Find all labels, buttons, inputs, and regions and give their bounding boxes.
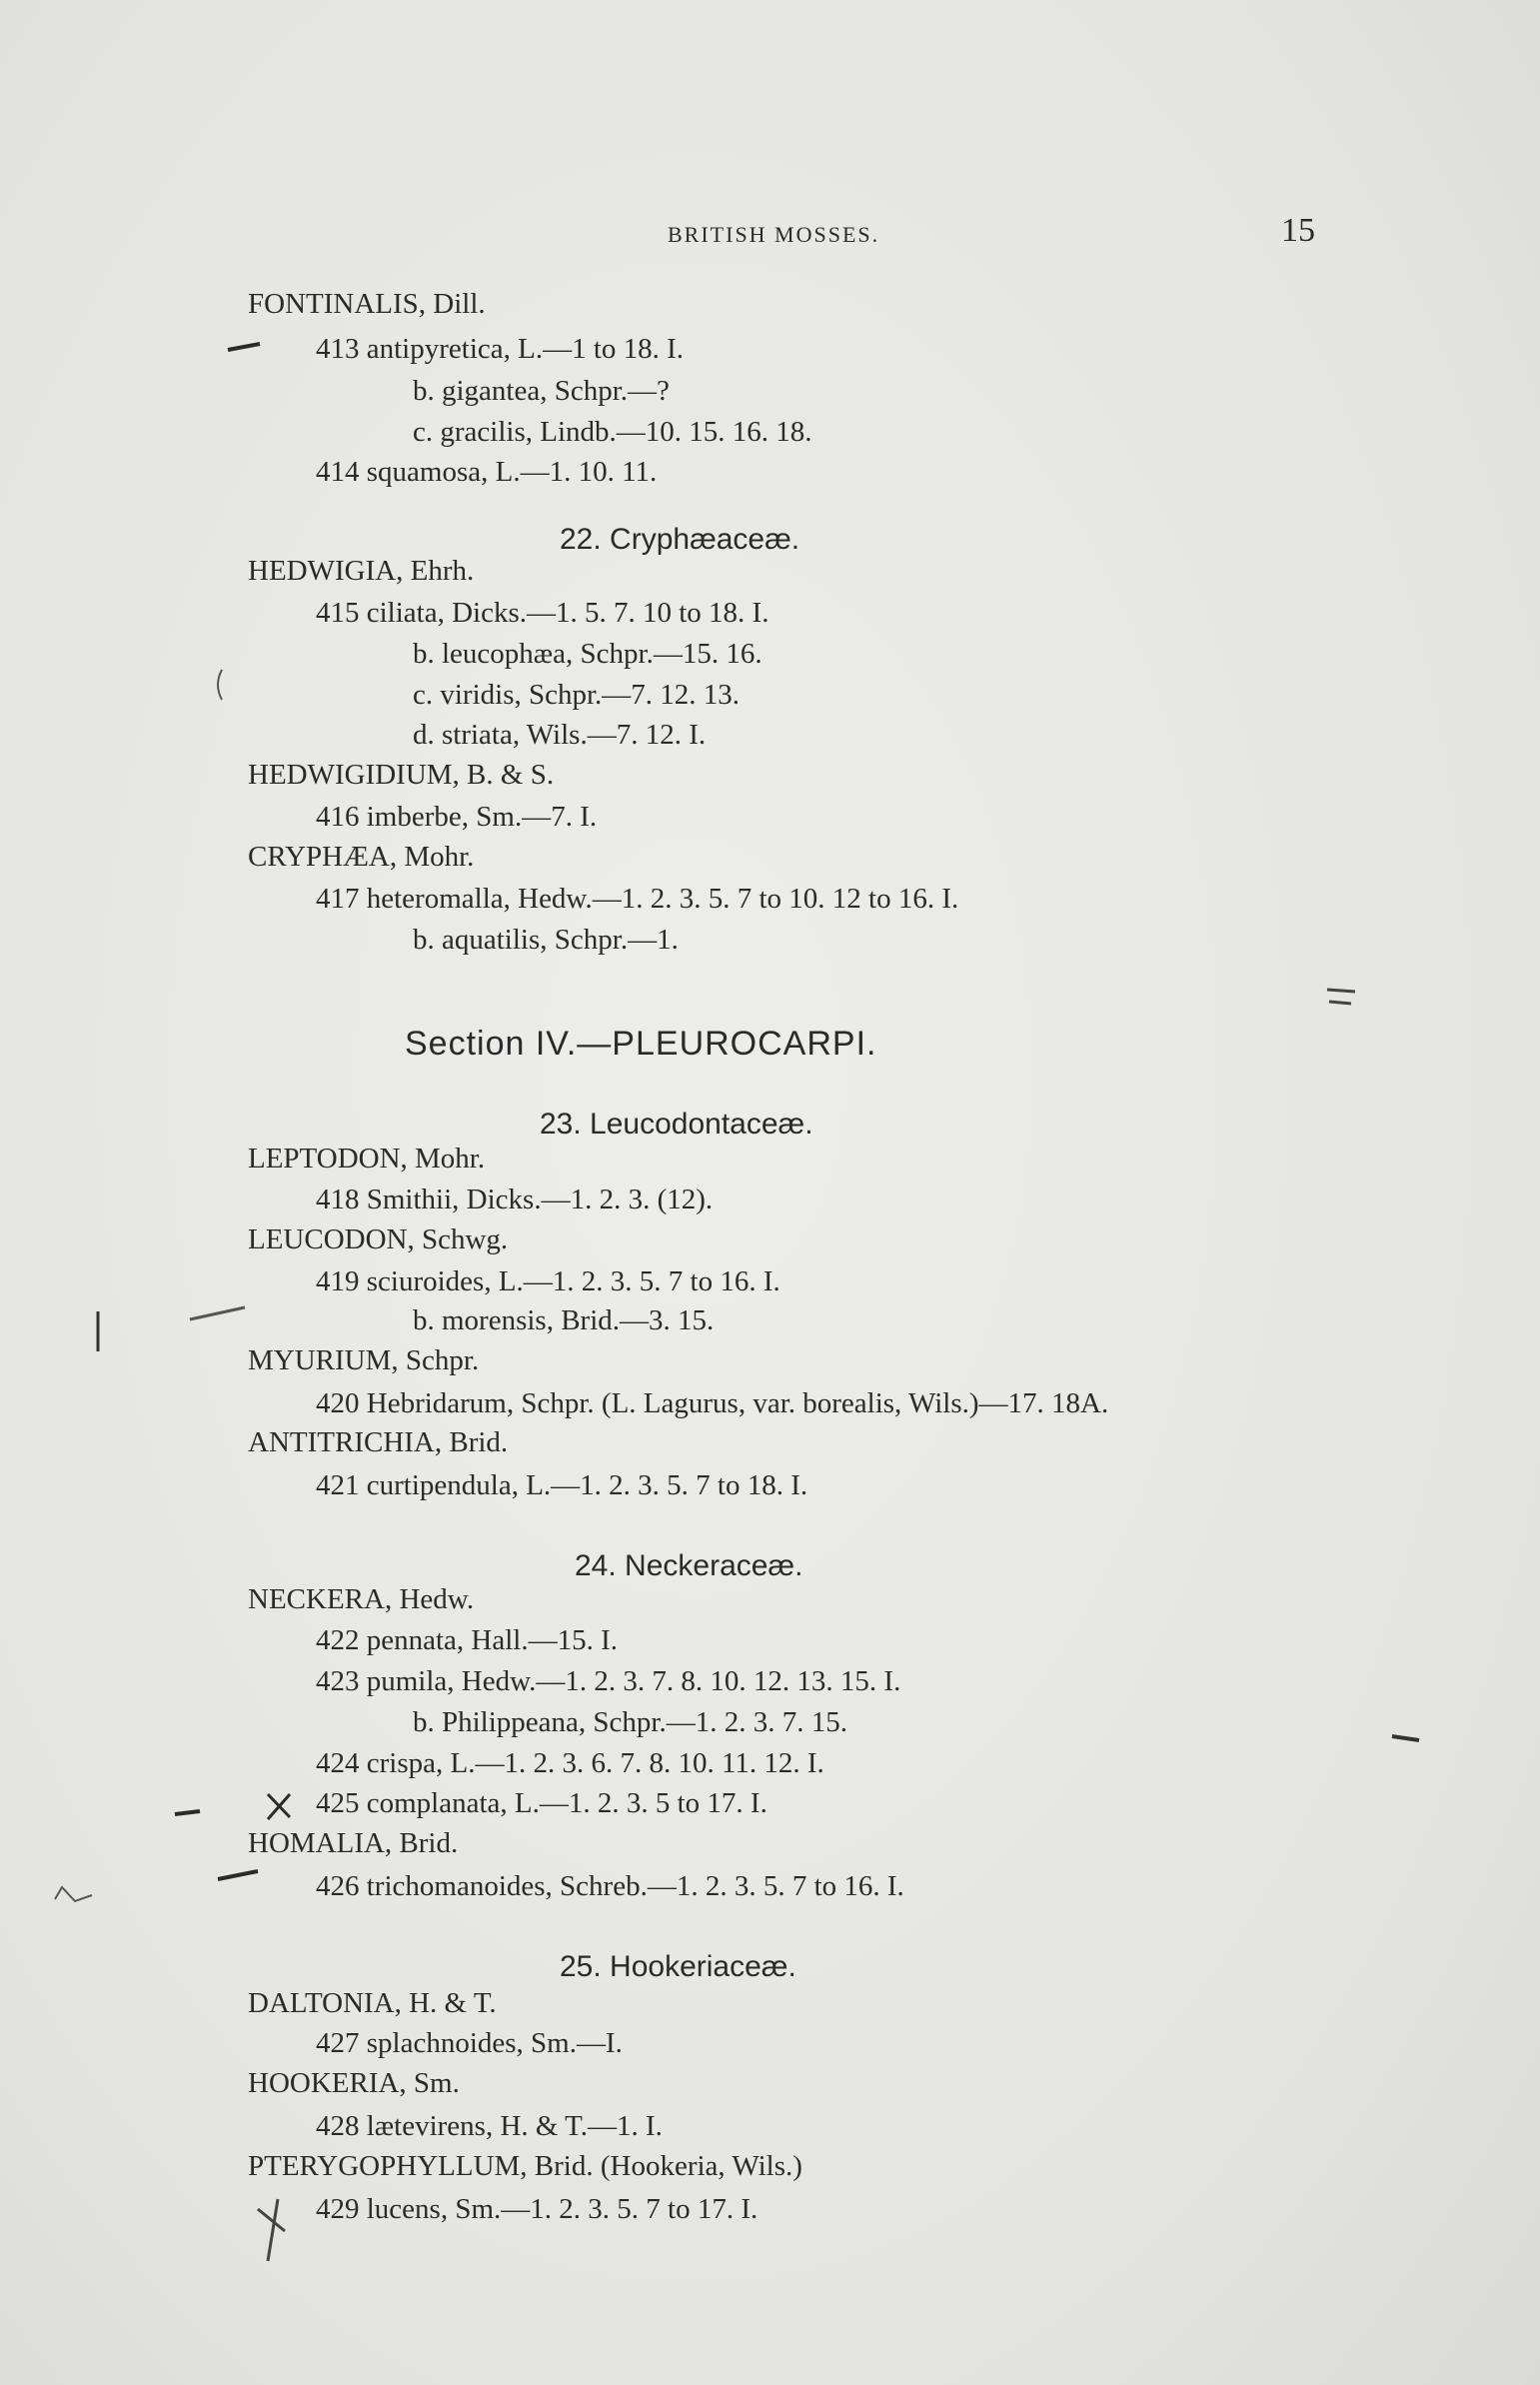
variety-morensis: b. morensis, Brid.—3. 15.: [413, 1304, 715, 1336]
variety-striata: d. striata, Wils.—7. 12. I.: [413, 719, 707, 751]
species-414: 414 squamosa, L.—1. 10. 11.: [316, 456, 658, 488]
genus-daltonia: DALTONIA, H. & T.: [248, 1987, 497, 2019]
pencil-dash-mark: [218, 1871, 258, 1879]
variety-gigantea: b. gigantea, Schpr.—?: [413, 375, 670, 407]
genus-hedwigia: HEDWIGIA, Ehrh.: [248, 555, 475, 587]
variety-philippeana: b. Philippeana, Schpr.—1. 2. 3. 7. 15.: [413, 1706, 847, 1738]
species-428: 428 lætevirens, H. & T.—1. I.: [316, 2110, 663, 2142]
genus-antitrichia: ANTITRICHIA, Brid.: [248, 1426, 509, 1458]
pencil-squiggle-mark: [55, 1887, 92, 1901]
pencil-dash-mark: [1392, 1736, 1419, 1740]
species-413: 413 antipyretica, L.—1 to 18. I.: [316, 333, 685, 365]
variety-viridis: c. viridis, Schpr.—7. 12. 13.: [413, 679, 741, 711]
genus-fontinalis: FONTINALIS, Dill.: [248, 288, 486, 320]
species-427: 427 splachnoides, Sm.—I.: [316, 2027, 623, 2059]
species-422: 422 pennata, Hall.—15. I.: [316, 1624, 619, 1656]
species-421: 421 curtipendula, L.—1. 2. 3. 5. 7 to 18. I.: [316, 1469, 808, 1501]
species-420: 420 Hebridarum, Schpr. (L. Lagurus, var. borealis, Wils.)—17. 18A.: [316, 1387, 1109, 1419]
section-heading: Section IV.—PLEUROCARPI.: [405, 1025, 877, 1063]
species-426: 426 trichomanoides, Schreb.—1. 2. 3. 5. 7 to 16. I.: [316, 1870, 904, 1902]
pencil-dash-mark: [190, 1307, 245, 1319]
species-416: 416 imberbe, Sm.—7. I.: [316, 801, 598, 833]
species-423: 423 pumila, Hedw.—1. 2. 3. 7. 8. 10. 12. 13. 15. I.: [316, 1665, 901, 1697]
family-heading-25: 25. Hookeriaceæ.: [560, 1950, 796, 1983]
species-418: 418 Smithii, Dicks.—1. 2. 3. (12).: [316, 1184, 714, 1215]
genus-myurium: MYURIUM, Schpr.: [248, 1344, 480, 1376]
species-419: 419 sciuroides, L.—1. 2. 3. 5. 7 to 16. I.: [316, 1265, 780, 1297]
running-header: BRITISH MOSSES.: [668, 222, 880, 247]
variety-aquatilis: b. aquatilis, Schpr.—1.: [413, 924, 679, 956]
species-429: 429 lucens, Sm.—1. 2. 3. 5. 7 to 17. I.: [316, 2193, 759, 2225]
variety-leucophaea: b. leucophæa, Schpr.—15. 16.: [413, 638, 763, 670]
pencil-dash-mark: [1327, 990, 1355, 1004]
family-heading-23: 23. Leucodontaceæ.: [540, 1108, 813, 1141]
page-number: 15: [1281, 212, 1315, 249]
variety-gracilis: c. gracilis, Lindb.—10. 15. 16. 18.: [413, 416, 812, 448]
family-heading-24: 24. Neckeraceæ.: [575, 1549, 803, 1582]
genus-leucodon: LEUCODON, Schwg.: [248, 1223, 509, 1255]
family-heading-22: 22. Cryphæaceæ.: [560, 523, 800, 556]
pencil-dash-mark: [175, 1811, 200, 1814]
species-415: 415 ciliata, Dicks.—1. 5. 7. 10 to 18. I.: [316, 597, 770, 629]
pencil-cross-mark: [258, 2199, 285, 2261]
genus-hookeria: HOOKERIA, Sm.: [248, 2067, 460, 2099]
species-424: 424 crispa, L.—1. 2. 3. 6. 7. 8. 10. 11. 12. I.: [316, 1747, 824, 1779]
genus-leptodon: LEPTODON, Mohr.: [248, 1143, 486, 1175]
species-417: 417 heteromalla, Hedw.—1. 2. 3. 5. 7 to 10. 12 to 16. I.: [316, 883, 959, 915]
genus-hedwigidium: HEDWIGIDIUM, B. & S.: [248, 759, 555, 791]
species-425: 425 complanata, L.—1. 2. 3. 5 to 17. I.: [316, 1787, 768, 1819]
genus-pterygophyllum: PTERYGOPHYLLUM, Brid. (Hookeria, Wils.): [248, 2150, 802, 2182]
genus-cryphaea: CRYPHÆA, Mohr.: [248, 841, 475, 873]
pencil-dash-mark: [228, 344, 260, 350]
pencil-cross-mark: [268, 1794, 290, 1819]
genus-homalia: HOMALIA, Brid.: [248, 1827, 459, 1859]
pencil-bracket-mark: [218, 670, 222, 700]
genus-neckera: NECKERA, Hedw.: [248, 1583, 475, 1615]
